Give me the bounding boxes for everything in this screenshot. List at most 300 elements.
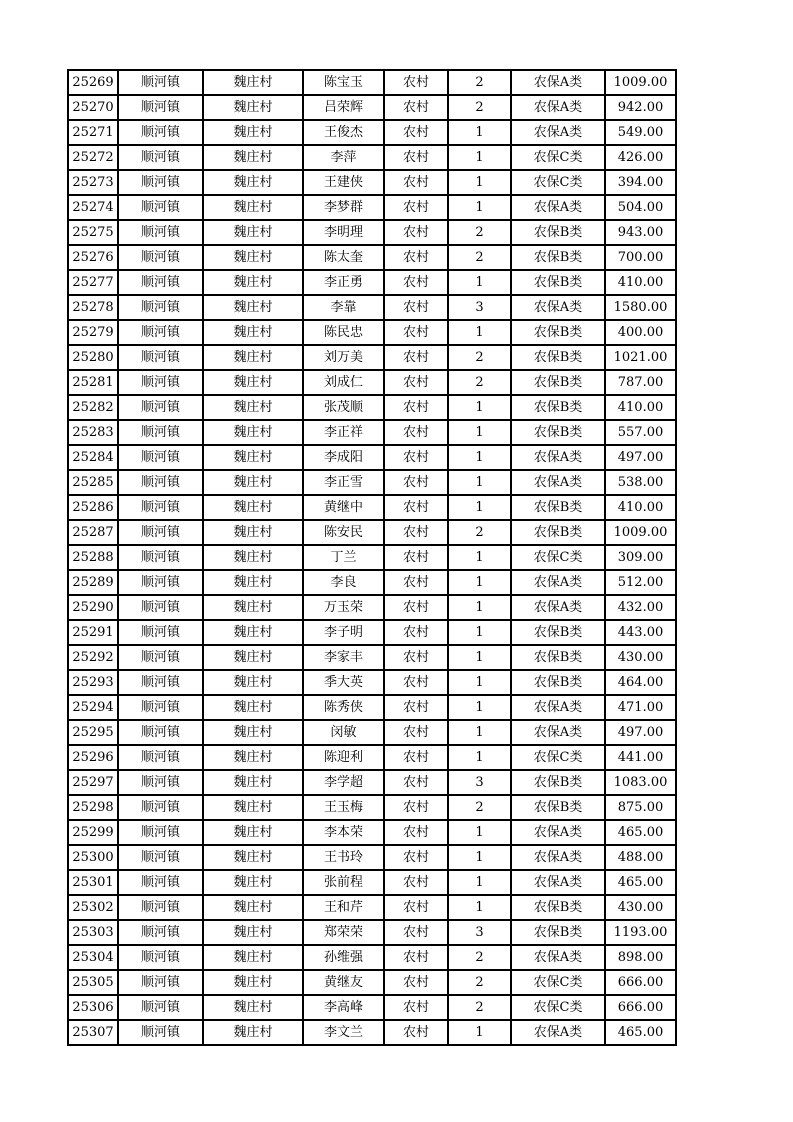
cell-person-name: 李靠 [303,295,384,320]
cell-record-id: 25272 [68,145,118,170]
cell-insurance-category: 农保B类 [511,420,605,445]
cell-person-count: 2 [448,970,511,995]
cell-village: 魏庄村 [203,970,303,995]
cell-residence-type: 农村 [384,820,448,845]
cell-town: 顺河镇 [118,70,203,95]
table-row [68,245,676,270]
cell-person-count: 1 [448,745,511,770]
cell-insurance-category: 农保B类 [511,270,605,295]
cell-record-id: 25293 [68,670,118,695]
cell-town: 顺河镇 [118,420,203,445]
cell-amount: 666.00 [605,995,676,1020]
cell-residence-type: 农村 [384,795,448,820]
cell-town: 顺河镇 [118,870,203,895]
cell-amount: 666.00 [605,970,676,995]
cell-person-count: 1 [448,1020,511,1045]
cell-residence-type: 农村 [384,920,448,945]
cell-amount: 471.00 [605,695,676,720]
table-row [68,670,676,695]
cell-amount: 1009.00 [605,70,676,95]
cell-village: 魏庄村 [203,320,303,345]
cell-record-id: 25271 [68,120,118,145]
cell-residence-type: 农村 [384,70,448,95]
cell-town: 顺河镇 [118,820,203,845]
cell-town: 顺河镇 [118,220,203,245]
cell-town: 顺河镇 [118,595,203,620]
cell-amount: 410.00 [605,270,676,295]
cell-residence-type: 农村 [384,370,448,395]
cell-village: 魏庄村 [203,695,303,720]
cell-person-count: 3 [448,770,511,795]
cell-insurance-category: 农保B类 [511,245,605,270]
cell-town: 顺河镇 [118,695,203,720]
cell-town: 顺河镇 [118,720,203,745]
table-row [68,195,676,220]
cell-town: 顺河镇 [118,470,203,495]
cell-amount: 394.00 [605,170,676,195]
cell-amount: 1193.00 [605,920,676,945]
cell-residence-type: 农村 [384,945,448,970]
cell-amount: 488.00 [605,845,676,870]
cell-village: 魏庄村 [203,720,303,745]
cell-town: 顺河镇 [118,145,203,170]
table-row [68,1020,676,1045]
cell-insurance-category: 农保A类 [511,295,605,320]
cell-person-count: 1 [448,545,511,570]
cell-town: 顺河镇 [118,345,203,370]
cell-town: 顺河镇 [118,195,203,220]
cell-person-count: 1 [448,620,511,645]
cell-person-name: 刘万美 [303,345,384,370]
cell-village: 魏庄村 [203,145,303,170]
table-row [68,470,676,495]
cell-insurance-category: 农保C类 [511,995,605,1020]
table-row [68,870,676,895]
cell-insurance-category: 农保B类 [511,620,605,645]
cell-record-id: 25289 [68,570,118,595]
cell-record-id: 25286 [68,495,118,520]
cell-person-name: 王书玲 [303,845,384,870]
cell-insurance-category: 农保B类 [511,920,605,945]
cell-amount: 400.00 [605,320,676,345]
cell-residence-type: 农村 [384,195,448,220]
cell-amount: 309.00 [605,545,676,570]
cell-residence-type: 农村 [384,620,448,645]
cell-person-count: 2 [448,995,511,1020]
table-row [68,970,676,995]
cell-amount: 898.00 [605,945,676,970]
cell-person-count: 1 [448,170,511,195]
cell-town: 顺河镇 [118,370,203,395]
cell-record-id: 25307 [68,1020,118,1045]
cell-amount: 410.00 [605,395,676,420]
cell-insurance-category: 农保B类 [511,895,605,920]
cell-person-name: 陈民忠 [303,320,384,345]
cell-residence-type: 农村 [384,95,448,120]
cell-residence-type: 农村 [384,145,448,170]
table-row [68,495,676,520]
cell-town: 顺河镇 [118,445,203,470]
cell-town: 顺河镇 [118,795,203,820]
cell-town: 顺河镇 [118,545,203,570]
table-row [68,820,676,845]
cell-residence-type: 农村 [384,495,448,520]
table-row [68,995,676,1020]
cell-village: 魏庄村 [203,820,303,845]
cell-person-name: 李正勇 [303,270,384,295]
cell-person-name: 李萍 [303,145,384,170]
cell-amount: 465.00 [605,1020,676,1045]
cell-person-name: 王建侠 [303,170,384,195]
cell-person-name: 黄继友 [303,970,384,995]
cell-village: 魏庄村 [203,895,303,920]
cell-person-count: 1 [448,570,511,595]
cell-village: 魏庄村 [203,620,303,645]
table-row [68,445,676,470]
cell-insurance-category: 农保C类 [511,145,605,170]
cell-person-name: 李正雪 [303,470,384,495]
cell-record-id: 25278 [68,295,118,320]
table-row [68,570,676,595]
cell-person-count: 1 [448,870,511,895]
cell-record-id: 25270 [68,95,118,120]
cell-amount: 410.00 [605,495,676,520]
cell-record-id: 25269 [68,70,118,95]
cell-record-id: 25283 [68,420,118,445]
cell-residence-type: 农村 [384,245,448,270]
cell-residence-type: 农村 [384,870,448,895]
cell-insurance-category: 农保C类 [511,170,605,195]
cell-person-name: 李梦群 [303,195,384,220]
cell-person-name: 陈迎利 [303,745,384,770]
table-row [68,220,676,245]
cell-person-count: 2 [448,945,511,970]
cell-insurance-category: 农保B类 [511,320,605,345]
table-row [68,695,676,720]
cell-town: 顺河镇 [118,570,203,595]
cell-village: 魏庄村 [203,95,303,120]
cell-amount: 512.00 [605,570,676,595]
cell-person-count: 1 [448,495,511,520]
cell-person-count: 2 [448,370,511,395]
cell-insurance-category: 农保A类 [511,1020,605,1045]
table-row [68,70,676,95]
cell-residence-type: 农村 [384,220,448,245]
cell-insurance-category: 农保A类 [511,695,605,720]
cell-record-id: 25273 [68,170,118,195]
cell-insurance-category: 农保B类 [511,795,605,820]
table-row [68,420,676,445]
table-row [68,945,676,970]
table-row [68,720,676,745]
cell-amount: 465.00 [605,870,676,895]
cell-amount: 497.00 [605,720,676,745]
cell-town: 顺河镇 [118,770,203,795]
cell-village: 魏庄村 [203,470,303,495]
cell-person-name: 李高峰 [303,995,384,1020]
cell-person-name: 郑荣荣 [303,920,384,945]
cell-residence-type: 农村 [384,1020,448,1045]
cell-person-name: 王玉梅 [303,795,384,820]
cell-person-name: 孙维强 [303,945,384,970]
cell-town: 顺河镇 [118,945,203,970]
cell-insurance-category: 农保A类 [511,570,605,595]
cell-insurance-category: 农保B类 [511,395,605,420]
cell-person-count: 2 [448,95,511,120]
cell-insurance-category: 农保B类 [511,345,605,370]
cell-insurance-category: 农保C类 [511,545,605,570]
cell-person-count: 1 [448,670,511,695]
cell-residence-type: 农村 [384,445,448,470]
cell-village: 魏庄村 [203,1020,303,1045]
records-table-body [68,70,676,1045]
cell-residence-type: 农村 [384,745,448,770]
cell-residence-type: 农村 [384,995,448,1020]
cell-record-id: 25294 [68,695,118,720]
cell-village: 魏庄村 [203,920,303,945]
cell-person-name: 张茂顺 [303,395,384,420]
table-row [68,895,676,920]
table-row [68,370,676,395]
cell-residence-type: 农村 [384,545,448,570]
cell-record-id: 25277 [68,270,118,295]
cell-person-count: 2 [448,345,511,370]
cell-insurance-category: 农保B类 [511,220,605,245]
cell-record-id: 25284 [68,445,118,470]
cell-record-id: 25276 [68,245,118,270]
cell-village: 魏庄村 [203,70,303,95]
cell-insurance-category: 农保A类 [511,820,605,845]
table-row [68,770,676,795]
cell-village: 魏庄村 [203,345,303,370]
cell-amount: 443.00 [605,620,676,645]
cell-insurance-category: 农保A类 [511,120,605,145]
cell-residence-type: 农村 [384,695,448,720]
table-row [68,520,676,545]
table-row [68,145,676,170]
cell-person-name: 陈安民 [303,520,384,545]
table-row [68,170,676,195]
cell-village: 魏庄村 [203,120,303,145]
cell-person-name: 刘成仁 [303,370,384,395]
cell-town: 顺河镇 [118,645,203,670]
table-row [68,795,676,820]
cell-person-name: 李明理 [303,220,384,245]
cell-village: 魏庄村 [203,795,303,820]
cell-person-name: 李文兰 [303,1020,384,1045]
cell-village: 魏庄村 [203,870,303,895]
cell-town: 顺河镇 [118,670,203,695]
table-row [68,620,676,645]
table-row [68,270,676,295]
cell-town: 顺河镇 [118,845,203,870]
cell-insurance-category: 农保B类 [511,370,605,395]
cell-residence-type: 农村 [384,270,448,295]
cell-record-id: 25303 [68,920,118,945]
cell-town: 顺河镇 [118,895,203,920]
cell-person-name: 季大英 [303,670,384,695]
cell-person-count: 1 [448,145,511,170]
cell-person-count: 1 [448,695,511,720]
cell-amount: 464.00 [605,670,676,695]
cell-amount: 700.00 [605,245,676,270]
cell-amount: 1009.00 [605,520,676,545]
cell-person-count: 1 [448,420,511,445]
cell-person-name: 黄继中 [303,495,384,520]
cell-insurance-category: 农保C类 [511,970,605,995]
cell-insurance-category: 农保B类 [511,770,605,795]
cell-person-name: 张前程 [303,870,384,895]
cell-residence-type: 农村 [384,645,448,670]
cell-record-id: 25291 [68,620,118,645]
cell-insurance-category: 农保B类 [511,645,605,670]
table-row [68,845,676,870]
cell-record-id: 25295 [68,720,118,745]
cell-person-count: 2 [448,245,511,270]
cell-village: 魏庄村 [203,295,303,320]
cell-amount: 430.00 [605,645,676,670]
cell-person-count: 1 [448,395,511,420]
cell-amount: 430.00 [605,895,676,920]
cell-town: 顺河镇 [118,620,203,645]
cell-residence-type: 农村 [384,595,448,620]
cell-record-id: 25301 [68,870,118,895]
cell-amount: 1021.00 [605,345,676,370]
cell-village: 魏庄村 [203,245,303,270]
cell-record-id: 25275 [68,220,118,245]
cell-person-count: 2 [448,70,511,95]
cell-residence-type: 农村 [384,570,448,595]
cell-insurance-category: 农保B类 [511,520,605,545]
cell-residence-type: 农村 [384,720,448,745]
cell-village: 魏庄村 [203,495,303,520]
cell-village: 魏庄村 [203,170,303,195]
cell-record-id: 25306 [68,995,118,1020]
cell-person-count: 1 [448,895,511,920]
table-row [68,345,676,370]
cell-village: 魏庄村 [203,220,303,245]
table-row [68,320,676,345]
cell-town: 顺河镇 [118,745,203,770]
cell-village: 魏庄村 [203,370,303,395]
cell-residence-type: 农村 [384,670,448,695]
cell-person-count: 1 [448,645,511,670]
cell-town: 顺河镇 [118,95,203,120]
cell-village: 魏庄村 [203,445,303,470]
cell-person-count: 2 [448,795,511,820]
cell-record-id: 25304 [68,945,118,970]
cell-amount: 441.00 [605,745,676,770]
cell-village: 魏庄村 [203,670,303,695]
cell-record-id: 25305 [68,970,118,995]
cell-record-id: 25274 [68,195,118,220]
cell-record-id: 25302 [68,895,118,920]
cell-amount: 787.00 [605,370,676,395]
cell-record-id: 25281 [68,370,118,395]
cell-village: 魏庄村 [203,595,303,620]
cell-person-count: 1 [448,845,511,870]
cell-insurance-category: 农保A类 [511,945,605,970]
cell-residence-type: 农村 [384,770,448,795]
table-row [68,295,676,320]
cell-person-count: 1 [448,445,511,470]
cell-town: 顺河镇 [118,920,203,945]
cell-insurance-category: 农保B类 [511,670,605,695]
cell-person-name: 王和芹 [303,895,384,920]
cell-amount: 549.00 [605,120,676,145]
cell-amount: 538.00 [605,470,676,495]
cell-town: 顺河镇 [118,970,203,995]
cell-town: 顺河镇 [118,295,203,320]
table-row [68,395,676,420]
cell-town: 顺河镇 [118,270,203,295]
cell-person-name: 陈太奎 [303,245,384,270]
cell-village: 魏庄村 [203,195,303,220]
cell-insurance-category: 农保A类 [511,845,605,870]
table-row [68,645,676,670]
table-row [68,745,676,770]
cell-record-id: 25282 [68,395,118,420]
cell-town: 顺河镇 [118,995,203,1020]
cell-person-name: 王俊杰 [303,120,384,145]
cell-record-id: 25288 [68,545,118,570]
cell-person-count: 1 [448,470,511,495]
cell-amount: 504.00 [605,195,676,220]
cell-village: 魏庄村 [203,645,303,670]
cell-amount: 497.00 [605,445,676,470]
cell-residence-type: 农村 [384,420,448,445]
cell-insurance-category: 农保A类 [511,70,605,95]
cell-residence-type: 农村 [384,970,448,995]
cell-insurance-category: 农保A类 [511,720,605,745]
cell-town: 顺河镇 [118,320,203,345]
cell-village: 魏庄村 [203,745,303,770]
cell-amount: 942.00 [605,95,676,120]
cell-person-count: 1 [448,720,511,745]
cell-person-name: 丁兰 [303,545,384,570]
cell-person-count: 1 [448,320,511,345]
cell-village: 魏庄村 [203,420,303,445]
cell-record-id: 25285 [68,470,118,495]
cell-residence-type: 农村 [384,845,448,870]
cell-record-id: 25300 [68,845,118,870]
cell-town: 顺河镇 [118,395,203,420]
cell-insurance-category: 农保A类 [511,470,605,495]
cell-person-name: 万玉荣 [303,595,384,620]
cell-village: 魏庄村 [203,270,303,295]
table-row [68,595,676,620]
cell-town: 顺河镇 [118,120,203,145]
cell-record-id: 25299 [68,820,118,845]
cell-person-name: 闵敏 [303,720,384,745]
cell-amount: 557.00 [605,420,676,445]
cell-record-id: 25292 [68,645,118,670]
cell-amount: 465.00 [605,820,676,845]
cell-amount: 432.00 [605,595,676,620]
cell-amount: 426.00 [605,145,676,170]
cell-record-id: 25279 [68,320,118,345]
cell-village: 魏庄村 [203,770,303,795]
cell-person-name: 吕荣辉 [303,95,384,120]
cell-insurance-category: 农保B类 [511,495,605,520]
cell-town: 顺河镇 [118,170,203,195]
cell-person-name: 李成阳 [303,445,384,470]
cell-record-id: 25287 [68,520,118,545]
cell-person-name: 陈宝玉 [303,70,384,95]
cell-residence-type: 农村 [384,320,448,345]
cell-town: 顺河镇 [118,245,203,270]
cell-person-name: 李良 [303,570,384,595]
